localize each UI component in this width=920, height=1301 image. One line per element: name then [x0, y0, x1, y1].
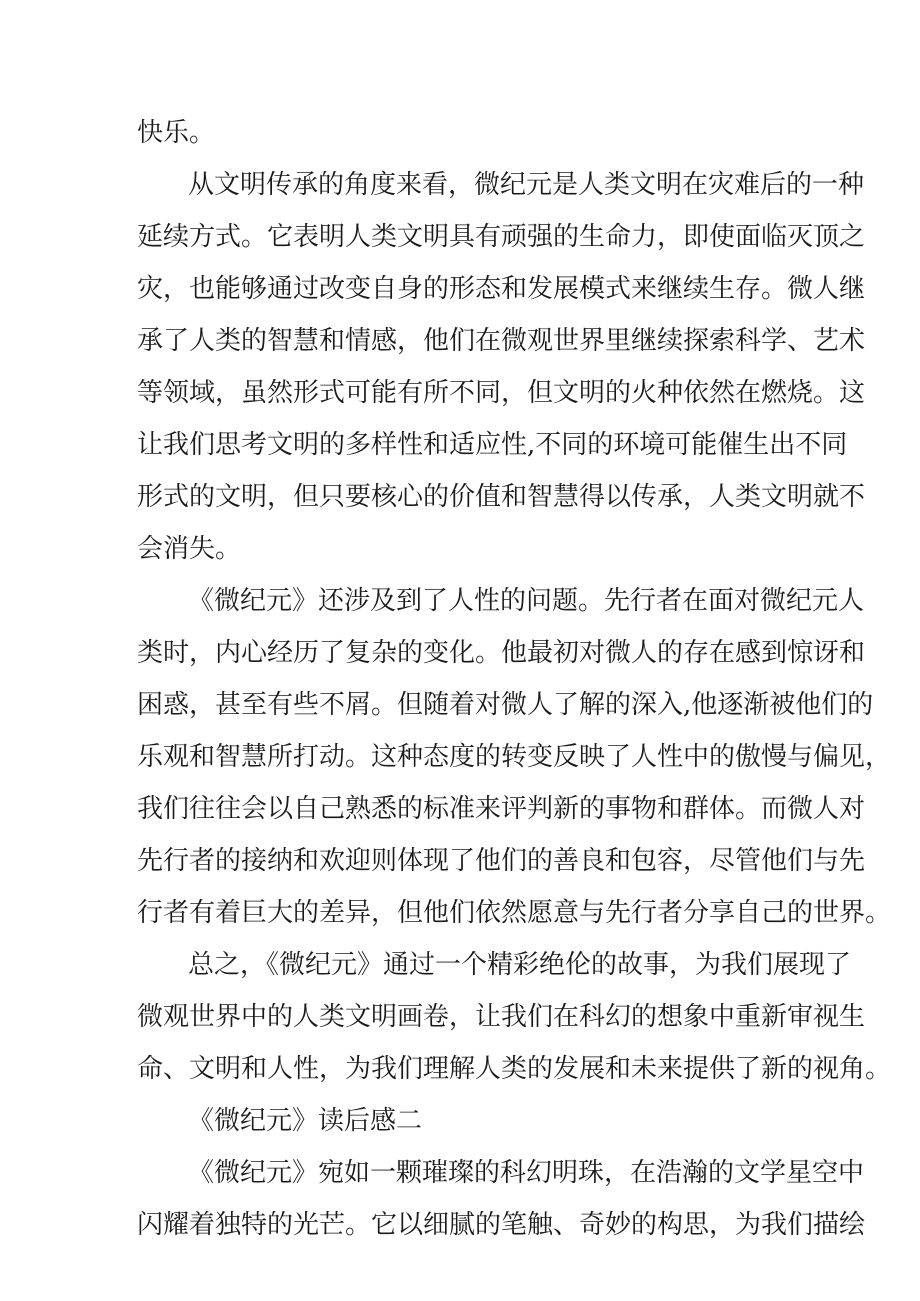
- text-line: 形式的文明，但只要核心的价值和智慧得以传承，人类文明就不: [137, 482, 866, 512]
- text-line: 会消失。: [137, 534, 242, 564]
- text-line: 等领域，虽然形式可能有所不同，但文明的火种依然在燃烧。这: [137, 378, 866, 408]
- text-line: 乐观和智慧所打动。这种态度的转变反映了人性中的傲慢与偏见，: [137, 742, 892, 772]
- text-line: 闪耀着独特的光芒。它以细腻的笔触、奇妙的构思，为我们描绘: [137, 1210, 866, 1240]
- section-heading: 《微纪元》读后感二: [188, 1106, 423, 1136]
- text-line: 延续方式。它表明人类文明具有顽强的生命力，即使面临灭顶之: [137, 222, 866, 252]
- text-line: 总之，《微纪元》通过一个精彩绝伦的故事，为我们展现了: [188, 950, 852, 980]
- text-line: 微观世界中的人类文明画卷，让我们在科幻的想象中重新审视生: [137, 1002, 866, 1032]
- text-line: 类时，内心经历了复杂的变化。他最初对微人的存在感到惊讶和: [137, 638, 866, 668]
- text-line: 命、文明和人性，为我们理解人类的发展和未来提供了新的视角。: [137, 1054, 892, 1084]
- text-line: 先行者的接纳和欢迎则体现了他们的善良和包容，尽管他们与先: [137, 846, 866, 876]
- text-line: 快乐。: [137, 118, 216, 148]
- text-line: 从文明传承的角度来看，微纪元是人类文明在灾难后的一种: [188, 170, 865, 200]
- text-line: 行者有着巨大的差异，但他们依然愿意与先行者分享自己的世界。: [137, 898, 892, 928]
- text-line: 困惑，甚至有些不屑。但随着对微人了解的深入,他逐渐被他们的: [137, 690, 874, 720]
- text-line: 让我们思考文明的多样性和适应性,不同的环境可能催生出不同: [137, 430, 848, 460]
- text-line: 我们往往会以自己熟悉的标准来评判新的事物和群体。而微人对: [137, 794, 866, 824]
- text-line: 灾，也能够通过改变自身的形态和发展模式来继续生存。微人继: [137, 274, 866, 304]
- text-line: 承了人类的智慧和情感，他们在微观世界里继续探索科学、艺术: [137, 326, 866, 356]
- text-line: 《微纪元》还涉及到了人性的问题。先行者在面对微纪元人: [188, 586, 865, 616]
- text-line: 《微纪元》宛如一颗璀璨的科幻明珠，在浩瀚的文学星空中: [188, 1158, 865, 1188]
